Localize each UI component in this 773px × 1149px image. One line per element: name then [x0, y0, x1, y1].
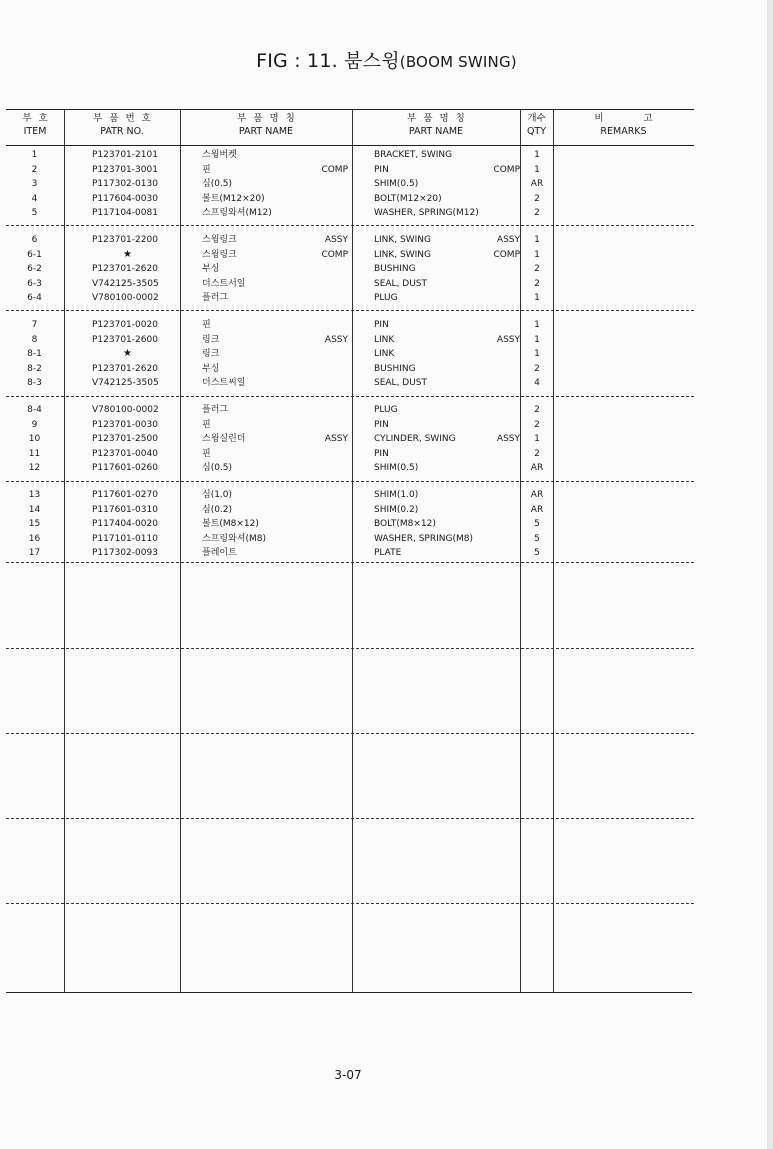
part-name-en: PIN — [374, 320, 389, 330]
empty-row-separator — [6, 818, 694, 819]
part-name-en: LINK — [374, 334, 395, 345]
part-number-cell: P123701-0040 — [92, 448, 158, 459]
header-part-no-en: PATR NO. — [100, 126, 144, 137]
part-name-en-cell — [374, 177, 520, 192]
part-name-en-cell — [374, 148, 520, 163]
qty-cell: 2 — [534, 278, 540, 289]
part-name-ko: 스프링와셔(M8) — [202, 533, 266, 544]
table-row — [6, 403, 694, 418]
part-name-en: LINK — [374, 349, 395, 359]
part-name-en: BUSHING — [374, 363, 416, 374]
part-name-en: PIN — [374, 419, 389, 430]
part-name-ko-cell — [202, 362, 348, 377]
part-name-ko: 더스트서일 — [202, 278, 246, 289]
table-row — [6, 163, 694, 178]
part-name-ko: 스윙링크 — [202, 249, 237, 260]
part-name-en-cell — [374, 403, 520, 418]
part-name-ko-cell — [202, 403, 348, 418]
part-number-cell: P117404-0020 — [92, 519, 158, 529]
empty-row-separator — [6, 648, 694, 649]
part-name-en-cell — [374, 347, 520, 362]
qty-cell: 2 — [534, 448, 540, 459]
part-name-ko-tag: COMP — [321, 249, 348, 260]
group-separator — [6, 396, 694, 397]
part-name-en: LINK, SWING — [374, 235, 431, 245]
part-number-cell: P123701-2600 — [92, 334, 158, 345]
part-name-en-cell — [374, 248, 520, 263]
part-name-en: BUSHING — [374, 264, 416, 274]
header-part-name-ko-ko: 부품명칭 — [237, 113, 302, 124]
part-name-en-cell — [374, 291, 520, 306]
part-name-ko: 링크 — [202, 349, 220, 359]
part-number-cell: P123701-2620 — [92, 363, 158, 374]
qty-cell: 5 — [534, 519, 540, 529]
part-name-ko: 스윙실린더 — [202, 434, 246, 444]
part-name-en-tag: ASSY — [496, 434, 520, 444]
qty-cell: 5 — [534, 533, 540, 544]
table-row — [6, 347, 694, 362]
part-name-en-tag: COMP — [493, 164, 520, 175]
item-cell: 5 — [31, 208, 38, 218]
part-name-ko-tag: ASSY — [324, 334, 348, 345]
header-item — [6, 112, 64, 138]
part-number-cell: P117601-0260 — [92, 463, 158, 473]
part-name-en: BRACKET, SWING — [374, 150, 453, 160]
table-row — [6, 418, 694, 433]
part-name-en-cell — [374, 461, 520, 476]
table-row — [6, 148, 694, 163]
group-separator — [6, 225, 694, 226]
part-name-ko: 핀 — [202, 419, 211, 430]
part-name-ko-cell — [202, 447, 348, 462]
item-cell: 17 — [28, 548, 41, 558]
part-name-ko: 핀 — [202, 448, 211, 459]
qty-cell: 2 — [534, 264, 540, 274]
empty-row-separator — [6, 733, 694, 734]
part-number-cell: ★ — [123, 348, 132, 359]
header-bottom-rule — [6, 145, 694, 146]
part-number-cell: P117302-0130 — [92, 179, 158, 189]
part-name-en-tag: ASSY — [496, 235, 520, 245]
table-row — [6, 447, 694, 462]
part-name-ko: 심(0.5) — [202, 463, 233, 473]
part-name-en-cell — [374, 206, 520, 221]
part-number-cell: P117601-0310 — [92, 504, 158, 515]
part-name-ko: 볼트(M12×20) — [202, 193, 265, 204]
item-cell: 8 — [31, 334, 38, 345]
table-row — [6, 532, 694, 547]
table-row — [6, 488, 694, 503]
header-qty-en: QTY — [526, 126, 547, 137]
part-number-cell: P123701-2620 — [92, 264, 158, 274]
part-name-ko-cell — [202, 148, 348, 163]
part-number-cell: P117101-0110 — [92, 533, 158, 544]
part-name-ko: 링크 — [202, 334, 220, 345]
scan-edge — [767, 0, 773, 1149]
qty-cell: 1 — [534, 434, 540, 444]
part-name-ko: 심(0.2) — [202, 504, 233, 515]
header-part-name-en-ko: 부품명칭 — [407, 113, 472, 124]
qty-cell: 4 — [534, 378, 540, 388]
part-name-ko-cell — [202, 233, 348, 248]
part-name-en-cell — [374, 503, 520, 518]
item-cell: 4 — [31, 193, 38, 204]
part-number-cell: P117302-0093 — [92, 548, 158, 558]
part-name-ko-cell — [202, 291, 348, 306]
qty-cell: 2 — [534, 419, 540, 430]
part-name-en-tag: ASSY — [496, 334, 520, 345]
part-name-ko-cell — [202, 432, 348, 447]
item-cell: 13 — [28, 490, 41, 500]
part-name-ko: 더스트씨일 — [202, 378, 246, 388]
part-name-ko-tag: ASSY — [324, 434, 348, 444]
table-row — [6, 177, 694, 192]
item-cell: 6-2 — [27, 264, 42, 274]
table-row — [6, 503, 694, 518]
part-number-cell: P123701-2500 — [92, 434, 158, 444]
part-name-en-cell — [374, 532, 520, 547]
table-row — [6, 248, 694, 263]
part-name-ko: 볼트(M8×12) — [202, 519, 259, 529]
item-cell: 2 — [31, 164, 38, 175]
part-name-en-tag: COMP — [493, 249, 520, 260]
part-name-en-cell — [374, 262, 520, 277]
page-number: 3-07 — [334, 1068, 362, 1082]
part-name-ko: 스윙링크 — [202, 235, 237, 245]
part-name-ko-cell — [202, 333, 348, 348]
part-number-cell: P123701-2200 — [92, 235, 158, 245]
table-row — [6, 206, 694, 221]
part-name-en-cell — [374, 163, 520, 178]
table-row — [6, 517, 694, 532]
qty-cell: 2 — [534, 193, 540, 204]
part-name-ko-cell — [202, 418, 348, 433]
group-separator — [6, 562, 694, 563]
table-bottom-rule — [6, 992, 692, 993]
part-name-en: SHIM(0.5) — [374, 179, 419, 189]
table-row — [6, 277, 694, 292]
part-name-en: PLUG — [374, 405, 398, 415]
table-row — [6, 546, 694, 561]
part-name-ko-cell — [202, 347, 348, 362]
item-cell: 8-1 — [27, 349, 42, 359]
qty-cell: 1 — [534, 150, 540, 160]
table-row — [6, 376, 694, 391]
header-part-name-en — [352, 112, 520, 138]
item-cell: 9 — [31, 419, 38, 430]
item-cell: 7 — [31, 320, 38, 330]
table-row — [6, 192, 694, 207]
header-part-name-ko — [180, 112, 352, 138]
part-name-ko: 스윙버켓 — [202, 150, 237, 160]
part-name-ko: 부싱 — [202, 264, 220, 274]
part-name-ko-tag: COMP — [321, 164, 348, 175]
part-name-ko-cell — [202, 262, 348, 277]
item-cell: 8-2 — [27, 363, 42, 374]
item-cell: 8-4 — [27, 405, 42, 415]
part-number-cell: P117104-0081 — [92, 208, 158, 218]
part-name-ko-cell — [202, 532, 348, 547]
empty-row-separator — [6, 903, 694, 904]
part-name-en: SEAL, DUST — [374, 278, 428, 289]
part-name-ko-cell — [202, 163, 348, 178]
title-suffix: (BOOM SWING) — [399, 53, 517, 71]
part-name-en-cell — [374, 546, 520, 561]
qty-cell: 1 — [534, 293, 540, 303]
header-item-en: ITEM — [23, 126, 47, 137]
part-name-ko: 스프링와셔(M12) — [202, 208, 272, 218]
part-name-en-cell — [374, 277, 520, 292]
part-name-en: SHIM(0.5) — [374, 463, 419, 473]
qty-cell: 2 — [534, 405, 540, 415]
part-number-cell: ★ — [123, 248, 132, 260]
header-remarks — [553, 112, 694, 138]
qty-cell: 1 — [534, 334, 540, 345]
header-part-no-ko: 부품번호 — [93, 113, 158, 124]
part-name-en: WASHER, SPRING(M12) — [374, 208, 479, 218]
table-top-rule — [6, 109, 694, 110]
item-cell: 14 — [28, 504, 41, 515]
part-name-ko: 핀 — [202, 164, 211, 175]
part-name-ko-cell — [202, 503, 348, 518]
part-name-en: BOLT(M12×20) — [374, 193, 442, 204]
header-remarks-ko: 비고 — [594, 113, 693, 124]
qty-cell: AR — [530, 463, 544, 473]
item-cell: 6-1 — [27, 249, 42, 260]
page-title — [0, 46, 773, 73]
part-name-ko: 플레이트 — [202, 548, 237, 558]
part-name-en-cell — [374, 447, 520, 462]
part-name-ko-cell — [202, 517, 348, 532]
part-number-cell: P123701-3001 — [92, 164, 158, 175]
part-name-ko: 핀 — [202, 320, 211, 330]
part-number-cell: P123701-0020 — [92, 320, 158, 330]
part-name-en: CYLINDER, SWING — [374, 434, 456, 444]
table-row — [6, 333, 694, 348]
title-fig: FIG : 11. 붐스윙 — [256, 50, 400, 72]
qty-cell: 1 — [534, 164, 540, 175]
table-row — [6, 461, 694, 476]
part-name-en-cell — [374, 376, 520, 391]
table-row — [6, 233, 694, 248]
part-number-cell: V780100-0002 — [92, 405, 159, 415]
table-row — [6, 432, 694, 447]
part-number-cell: P123701-0030 — [92, 419, 158, 430]
part-name-ko-cell — [202, 546, 348, 561]
part-name-en-cell — [374, 517, 520, 532]
header-qty-ko: 개수 — [527, 113, 546, 124]
header-part-name-en-en: PART NAME — [408, 126, 464, 137]
qty-cell: AR — [530, 179, 544, 189]
part-name-ko-cell — [202, 248, 348, 263]
part-name-en: PIN — [374, 164, 389, 175]
part-name-ko: 심(0.5) — [202, 179, 233, 189]
table-row — [6, 262, 694, 277]
item-cell: 15 — [28, 519, 41, 529]
item-cell: 3 — [31, 179, 38, 189]
part-name-ko: 심(1.0) — [202, 490, 233, 500]
qty-cell: AR — [530, 504, 544, 515]
item-cell: 11 — [28, 448, 41, 459]
qty-cell: AR — [530, 490, 544, 500]
part-name-en: SHIM(1.0) — [374, 490, 419, 500]
part-name-en-cell — [374, 488, 520, 503]
part-name-en: WASHER, SPRING(M8) — [374, 533, 473, 544]
part-name-ko: 부싱 — [202, 363, 220, 374]
table-row — [6, 291, 694, 306]
qty-cell: 2 — [534, 208, 540, 218]
item-cell: 10 — [28, 434, 41, 444]
header-part-no — [64, 112, 180, 138]
part-name-ko-cell — [202, 206, 348, 221]
part-name-en: PLATE — [374, 548, 402, 558]
qty-cell: 2 — [534, 363, 540, 374]
qty-cell: 1 — [534, 349, 540, 359]
qty-cell: 1 — [534, 320, 540, 330]
part-number-cell: P117604-0030 — [92, 193, 158, 204]
part-name-en: PLUG — [374, 293, 398, 303]
parts-table — [6, 109, 694, 993]
part-name-en-cell — [374, 233, 520, 248]
part-number-cell: V742125-3505 — [92, 278, 159, 289]
part-number-cell: P117601-0270 — [92, 490, 158, 500]
part-name-en-cell — [374, 432, 520, 447]
part-name-en: SEAL, DUST — [374, 378, 428, 388]
part-name-ko-cell — [202, 461, 348, 476]
header-remarks-en: REMARKS — [600, 126, 647, 137]
part-name-ko: 플러그 — [202, 293, 229, 303]
part-number-cell: V780100-0002 — [92, 293, 159, 303]
part-name-ko-tag: ASSY — [324, 235, 348, 245]
part-name-ko: 플러그 — [202, 405, 229, 415]
part-name-ko-cell — [202, 177, 348, 192]
part-name-en: PIN — [374, 448, 389, 459]
item-cell: 16 — [28, 533, 41, 544]
part-name-ko-cell — [202, 488, 348, 503]
qty-cell: 5 — [534, 548, 540, 558]
qty-cell: 1 — [534, 249, 540, 260]
part-number-cell: V742125-3505 — [92, 378, 159, 388]
header-qty — [520, 112, 553, 138]
part-name-en-cell — [374, 362, 520, 377]
part-name-en: BOLT(M8×12) — [374, 519, 436, 529]
qty-cell: 1 — [534, 235, 540, 245]
part-name-en-cell — [374, 318, 520, 333]
part-name-ko-cell — [202, 318, 348, 333]
table-row — [6, 362, 694, 377]
part-name-en-cell — [374, 333, 520, 348]
part-name-en: SHIM(0.2) — [374, 504, 419, 515]
group-separator — [6, 310, 694, 311]
item-cell: 6-3 — [27, 278, 42, 289]
part-name-ko-cell — [202, 277, 348, 292]
part-name-en-cell — [374, 192, 520, 207]
part-name-en-cell — [374, 418, 520, 433]
item-cell: 8-3 — [27, 378, 42, 388]
item-cell: 1 — [31, 150, 38, 160]
table-row — [6, 318, 694, 333]
header-part-name-ko-en: PART NAME — [238, 126, 294, 137]
part-name-ko-cell — [202, 376, 348, 391]
group-separator — [6, 481, 694, 482]
item-cell: 6 — [31, 235, 38, 245]
item-cell: 6-4 — [27, 293, 42, 303]
part-number-cell: P123701-2101 — [92, 150, 158, 160]
header-item-ko: 부호 — [22, 113, 55, 124]
part-name-ko-cell — [202, 192, 348, 207]
item-cell: 12 — [28, 463, 41, 473]
part-name-en: LINK, SWING — [374, 249, 431, 260]
